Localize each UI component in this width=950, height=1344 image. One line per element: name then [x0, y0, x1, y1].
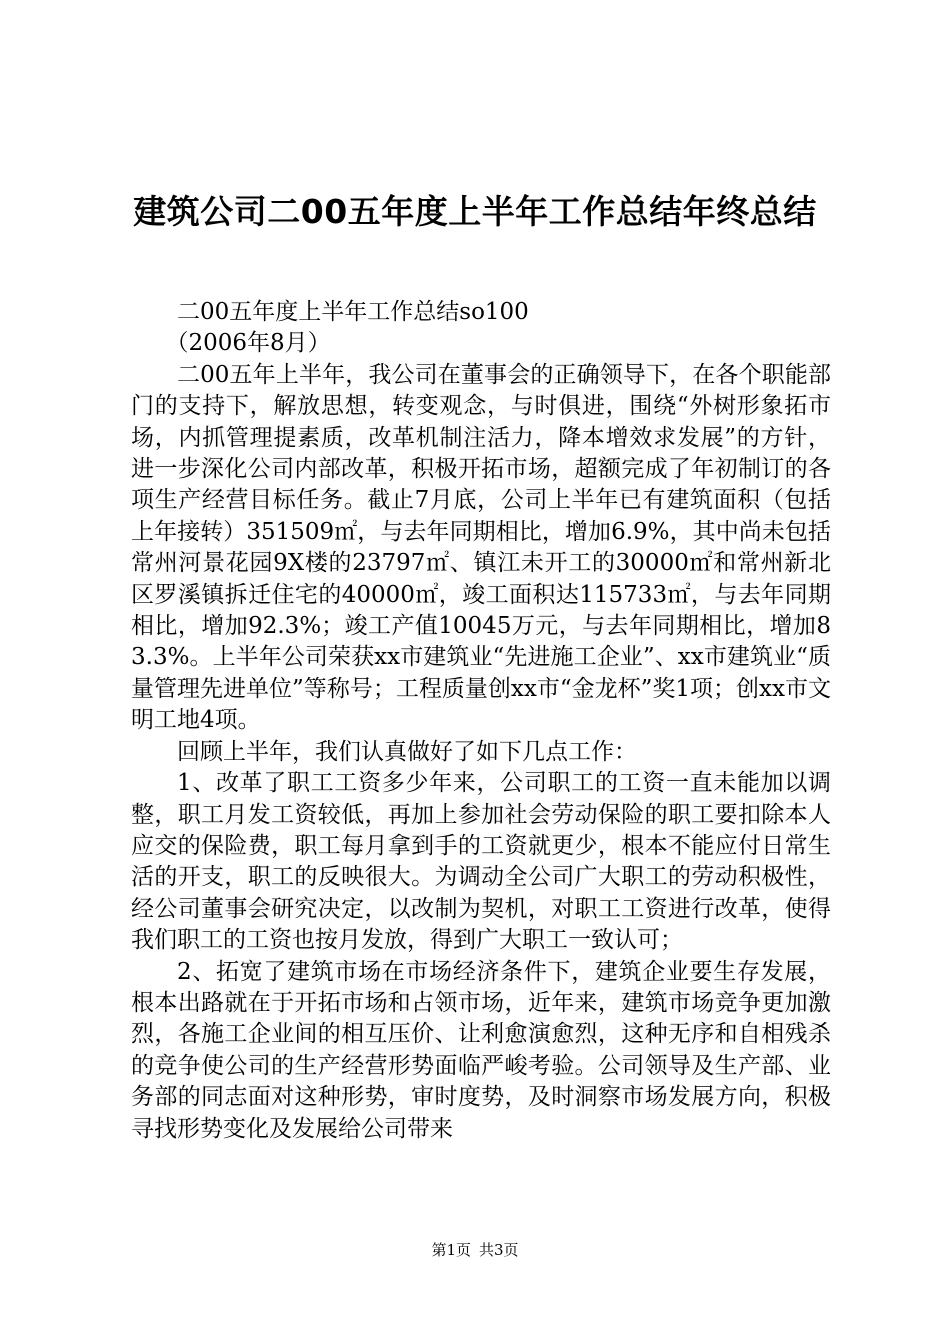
review-paragraph: 回顾上半年，我们认真做好了如下几点工作： — [177, 738, 637, 765]
subtitle-paragraph: 二00五年度上半年工作总结so100 — [177, 299, 529, 325]
page-footer — [0, 1240, 950, 1260]
intro-paragraph: 二00五年上半年，我公司在董事会的正确领导下，在各个职能部门的支持下，解放思想，转变观念，与时俱进，围绕“外树形象拓市场，内抓管理提素质，改革机制注活力，降本增效求发展”的方针，进一步深化公司内部改革，积极开拓市场，超额完成了年初制订的各项生产经营目标任务。截止7月底，公司上半年已有建筑面积（包括上年接转）351509㎡，与去年同期相比，增加6.9%，其中尚未包括常州河景花园9X楼的23797㎡、镇江未开工的30000㎡和常州新北区罗溪镇拆迁住宅的40000㎡，竣工面积达115733㎡，与去年同期相比，增加92.3%；竣工产值10045万元，与去年同期相比，增加83.3%。上半年公司荣获xx市建筑业“先进施工企业”、xx市建筑业“质量管理先进单位”等称号；工程质量创xx市“金龙杯”奖1项；创xx市文明工地4项。 — [131, 361, 831, 734]
page-total: 共3页 — [479, 1241, 519, 1259]
page-number: 第1页 — [431, 1241, 471, 1259]
document-body — [131, 297, 831, 1145]
date-paragraph: （2006年8月） — [165, 330, 331, 357]
document-title: 建筑公司二00五年度上半年工作总结年终总结 — [133, 192, 817, 231]
item-2-paragraph: 2、拓宽了建筑市场在市场经济条件下，建筑企业要生存发展，根本出路就在于开拓市场和占领市场，近年来，建筑市场竞争更加激烈，各施工企业间的相互压价、让利愈演愈烈，这种无序和自相残杀的竞争使公司的生产经营形势面临严峻考验。公司领导及生产部、业务部的同志面对这种形势，审时度势，及时洞察市场发展方向，积极寻找形势变化及发展给公司带来 — [131, 958, 831, 1142]
item-1-paragraph: 1、改革了职工工资多少年来，公司职工的工资一直未能加以调整，职工月发工资较低，再加上参加社会劳动保险的职工要扣除本人应交的保险费，职工每月拿到手的工资就更少，根本不能应付日常生活的开支，职工的反映很大。为调动全公司广大职工的劳动积极性，经公司董事会研究决定，以改制为契机，对职工工资进行改革，使得我们职工的工资也按月发放，得到广大职工一致认可； — [131, 770, 831, 954]
